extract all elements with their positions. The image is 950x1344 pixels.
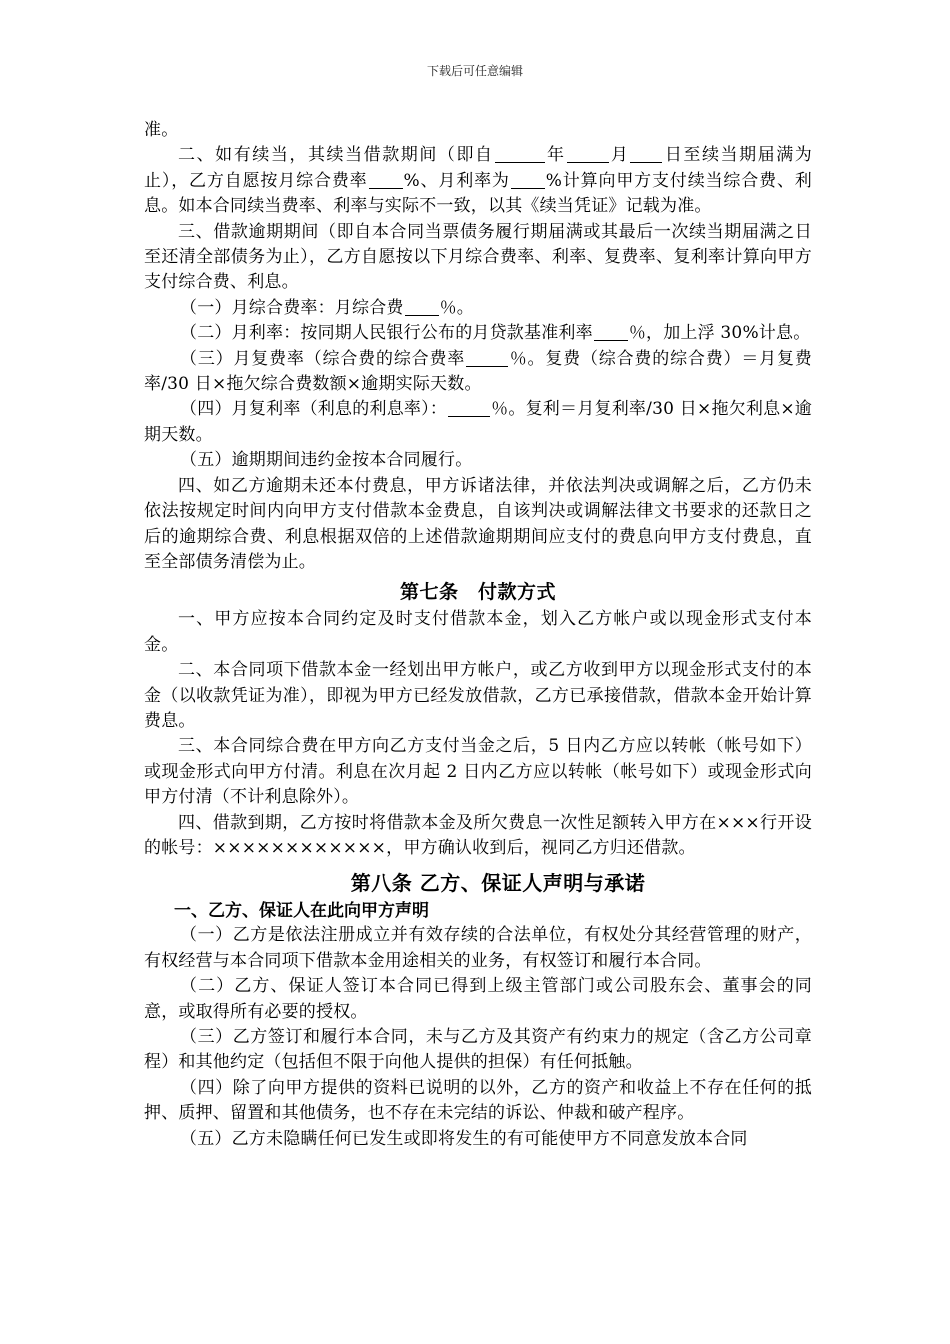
paragraph: （五）乙方未隐瞒任何已发生或即将发生的有可能使甲方不同意发放本合同: [180, 1128, 748, 1149]
blank-year: [495, 145, 545, 163]
paragraph-litigation: 四、如乙方逾期未还本付费息，甲方诉诸法律，并依法判决或调解之后，乙方仍未依法按规定时间内向甲方支付借款本金费息，自该判决或调解法律文书要求的还款日之后的逾期综合费、利息根据双倍的上述借款逾期期间应支付的费息向甲方支付费息，直至全部债务清偿为止。: [144, 475, 812, 572]
subsection-title: 一、乙方、保证人在此向甲方声明: [174, 901, 429, 922]
page-header-note: 下载后可任意编辑: [426, 64, 523, 78]
paragraph: 三、本合同综合费在甲方向乙方支付当金之后，5 日内乙方应以转帐（帐号如下）或现金形式向甲方付清。利息在次月起 2 日内乙方应以转帐（帐号如下）或现金形式向甲方付清（不计利息除外）。: [144, 736, 812, 808]
paragraph: （三）乙方签订和履行本合同，未与乙方及其资产有约束力的规定（含乙方公司章程）和其他约定（包括但不限于向他人提供的担保）有任何抵触。: [144, 1027, 812, 1073]
paragraph: （二）乙方、保证人签订本合同已得到上级主管部门或公司股东会、董事会的同意，或取得所有必要的授权。: [144, 976, 812, 1022]
paragraph-item-1: （一）月综合费率：月综合费 ％。: [180, 297, 475, 318]
paragraph: 二、本合同项下借款本金一经划出甲方帐户，或乙方收到甲方以现金形式支付的本金（以收款凭证为准），即视为甲方已经发放借款，乙方已承接借款，借款本金开始计算费息。: [144, 660, 812, 731]
paragraph-overdue: 三、借款逾期期间（即自本合同当票债务履行期届满或其最后一次续当期届满之日至还清全部债务为止），乙方自愿按以下月综合费率、利率、复费率、复利率计算向甲方支付综合费、利息。: [144, 221, 812, 293]
section-title-article-7: 第七条 付款方式: [399, 581, 556, 604]
paragraph-item-2: （二）月利率：按同期人民银行公布的月贷款基准利率 ％，加上浮 30%计息。: [180, 323, 811, 344]
section-title-article-8: 第八条 乙方、保证人声明与承诺: [350, 871, 646, 896]
paragraph: （一）乙方是依法注册成立并有效存续的合法单位，有权处分其经营管理的财产，有权经营与本合同项下借款本金用途相关的业务，有权签订和履行本合同。: [144, 925, 812, 971]
blank-interest-rate: [511, 171, 545, 189]
paragraph: 准。: [144, 120, 179, 140]
blank-monthly-fee: [405, 298, 439, 316]
blank-fee-rate: [369, 171, 403, 189]
paragraph: 四、借款到期，乙方按时将借款本金及所欠费息一次性足额转入甲方在×××行开设的帐号：××××××××××××，甲方确认收到后，视同乙方归还借款。: [144, 812, 812, 858]
paragraph-item-5: （五）逾期期间违约金按本合同履行。: [180, 450, 473, 471]
blank-compound-interest-rate: [448, 399, 490, 417]
paragraph-item-4: （四）月复利率（利息的利息率）： ％。复利＝月复利率/30 日×拖欠利息×逾期天数。: [144, 399, 813, 445]
paragraph-item-3: （三）月复费率（综合费的综合费率 ％。复费（综合费的综合费）＝月复费率/30 日×拖欠综合费数额×逾期实际天数。: [144, 348, 812, 395]
contract-page: [144, 118, 812, 1152]
paragraph: （四）除了向甲方提供的资料已说明的以外，乙方的资产和收益上不存在任何的抵押、质押、留置和其他债务，也不存在未完结的诉讼、仲裁和破产程序。: [144, 1077, 812, 1124]
blank-day: [630, 145, 662, 163]
blank-base-rate: [594, 323, 628, 341]
blank-month: [567, 145, 609, 163]
paragraph-renewal: 二、如有续当，其续当借款期间（即自 年 月 日至续当期届满为止），乙方自愿按月综合费率 %、月利率为 %计算向甲方支付续当综合费、利息。如本合同续当费率、利率与实际不一致，以其《续当凭证》记载为准。: [144, 145, 813, 217]
paragraph: 一、甲方应按本合同约定及时支付借款本金，划入乙方帐户或以现金形式支付本金。: [144, 609, 812, 655]
blank-compound-fee-rate: [466, 349, 508, 367]
